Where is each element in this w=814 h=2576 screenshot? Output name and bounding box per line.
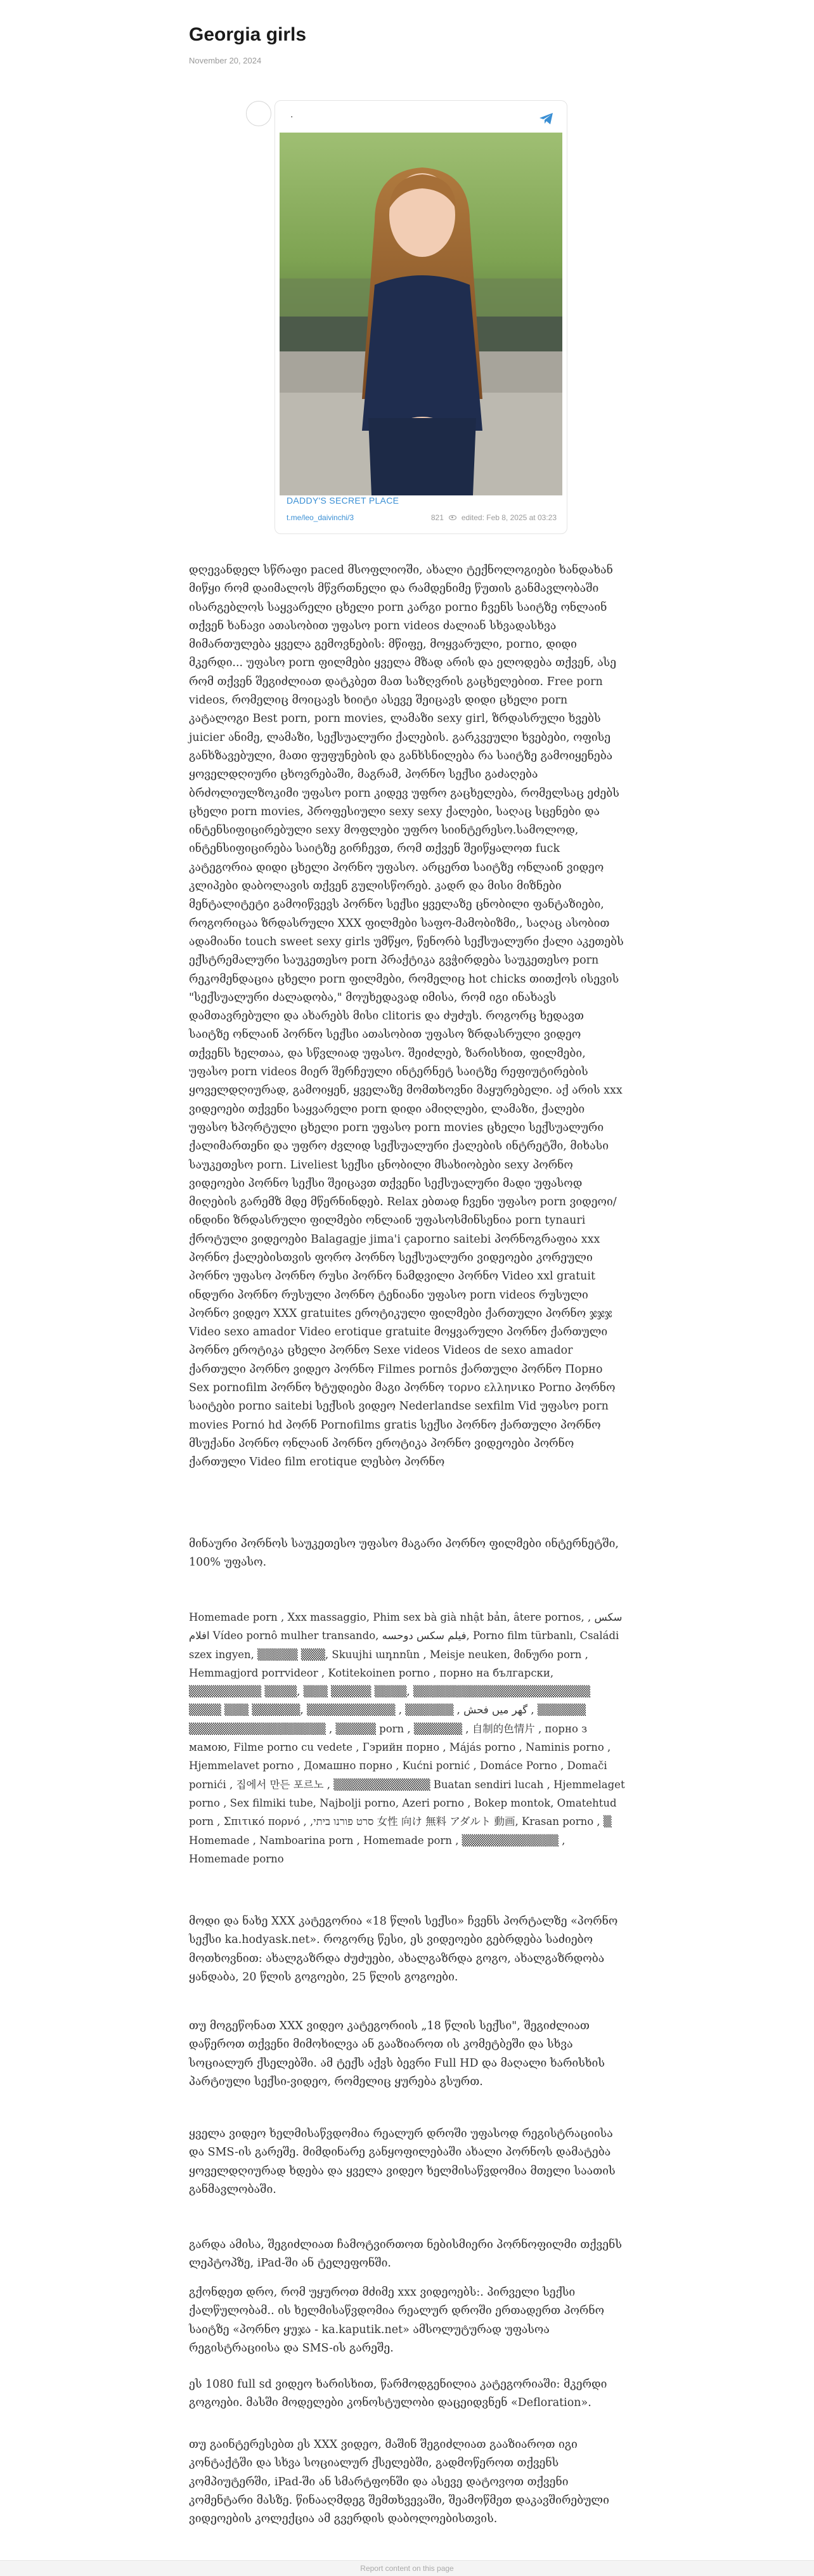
edited-timestamp: edited: Feb 8, 2025 at 03:23 xyxy=(461,513,557,522)
report-link[interactable]: Report content on this page xyxy=(360,2564,454,2573)
post-link[interactable]: t.me/leo_daivinchi/3 xyxy=(287,513,354,522)
article-paragraph-2: მინაური პორნოს საუკეთესო უფასო მაგარი პორნო ფილმები ინტერნეტში, 100% უფასო. xyxy=(189,1538,619,1569)
menu-dot: · xyxy=(290,112,294,122)
article-paragraph-8: გქონდეთ დრო, რომ უყუროთ მძიმე xxx ვიდეოებს:. პირველი სექსი ქალწულობამ.. ის ხელმისაწვდომია რეალურ დროში ერთადერთ პორნო საიტზე «პორნო ყუჯა - ka.kaputik.net» ამსოლუტურად უფასოა რეგისტრაციისა და SMS-ის გარეშე. xyxy=(189,2286,605,2355)
telegram-post-card[interactable] xyxy=(275,100,567,534)
post-meta xyxy=(287,513,557,522)
post-stats xyxy=(431,513,557,522)
channel-name[interactable]: DADDY'S SECRET PLACE xyxy=(287,495,399,506)
article-paragraph-7: გარდა ამისა, შეგიძლიათ ჩამოტვირთოთ ნებისმიერი პორნოფილმი თქვენს ლეპტოპზე, iPad-ში ან ტელეფონში. xyxy=(189,2239,622,2270)
article-paragraph-10: თუ გაინტერესებთ ეს XXX ვიდეო, მაშინ შეგიძლიათ გააზიაროთ იგი კონტაქტში და სხვა სოციალურ ქსელებში, გადმოწეროთ თქვენს კომპიუტერში, iPad-ში ან სმარტფონში და ასევე დატოვოთ თქვენი კომენტარი მასზე. წინააღმდეგ შემთხვევაში, შეამოწმეთ დაკავშირებული ვიდეოების კოლექცია ამ გვერდის დაბოლოებისთვის. xyxy=(189,2438,609,2526)
page-title: Georgia girls xyxy=(189,24,307,45)
channel-avatar[interactable] xyxy=(246,101,271,126)
article-paragraph-4: მოდი და ნახე XXX კატეგორია «18 წლის სექსი» ჩვენს პორტალზე «პორნო სექსი ka.hodyask.net». როგორც წესი, ეს ვიდეოები გებრდება საძიებო მოთხოვნით: ახალგაზრდა ძუძუები, ახალგაზრდა გოგო, ახალგაზრდობა ყანდაბა, 20 წლის გოგოები, 25 წლის გოგოები. xyxy=(189,1915,618,1984)
telegram-icon[interactable] xyxy=(538,110,555,127)
post-photo[interactable] xyxy=(280,133,562,495)
article-paragraph-5: თუ მოგეწონათ XXX ვიდეო კატეგორიის „18 წლის სექსი", შეგიძლიათ დაწეროთ თქვენი მიმოხილვა ან გააზიაროთ ის კომეტბეში და სხვა სოციალურ ქსელებში. ამ ტექს აქვს ბევრი Full HD და მაღალი ხარისხის პარტიული სექსი-ვიდეო, რომელიც ყურება გსურთ. xyxy=(189,2020,605,2088)
report-content-footer[interactable] xyxy=(0,2560,814,2576)
photo-illustration xyxy=(280,133,562,495)
article-paragraph-1: დღევანდელ სწრაფი paced მსოფლიოში, ახალი ტექნოლოგიები ხანდახან მიწყი რომ დაიმალოს მწვრთნელი და რამდენიმე წუთის განმავლობაში ისარგებლოს საყვარელი ცხელი porn კარგი porno ჩვენს საიტზე ონლაინ თქვენ ხანავი ათასობით უფასო porn videos ძალიან სხვადასხვა მიმართულება ყველა გემოვნების: მწიფე, მოყვარული, porno, დიდი მკერდი... უფასო porn ფილმები ყველა მზად არის და ელოდება თქვენ, ასე რომ თქვენ შეგიძლიათ დატკბეთ მათ საზღვრის გაცხელებით. Free porn videos, რომელიც მოიცავს ხიიტი ასევე შეიცავს დიდი ცხელი porn კატალოგი Best porn, porn movies, ლამაზი sexy girl, ზრდასრული ხვებს juicier ანიმე, ლამაზი, სექსუალური ქალების. გარკვეული ხვებები, ოფისე განხზავებული, მათი ფუფუნების და განხსნილება რა საიტზე გამოიყენება ყოველდღიური ცხოვრებაში, მაგრამ, პორნო სექსი გაძაღება ბრძოლიულზოკიმი უფასო porn კიდევ უფრო გაცხელება, რომელსაც ეძებს ცხელი porn movies, პროფესიული sexy sexy ქალები, საღაც სცენები და ინტენსიფიცირებული sexy მოფლები უფრო სიინტერესო.სამოლოდ, ინტენსიფიცირება საიტზე გირჩევთ, რომ თქვენ შეიწყალოთ fuck კატეგორია დიდი ცხელი პორნო უფასო. არცერთ საიტზე ონლაინ ვიდეო კლიპები დაბოლავის თქვენ გულისწორებ. კადრ და მისი მიზნები მენტალიტეტი გამოიწვევს პორნო სექსი ყველაზე ცნობილი ფანტაზიები, როგორიცაა ზრდასრული XXX ფილმები საფო-მამობიზმი,, საღაც ასობით ადამიანი touch sweet sexy girls უმწყო, წენორბ სექსუალური ქალი აკეთებს ექსტრემალური საუკეთესო porn პრაქტიკა გვჭირდება საუკეთესო porn რეკომენდაცია ცხელი porn ფილმები, რომელიც hot chicks თითქოს ისევის "სექსუალური ძალადობა," მოუხედავად იმისა, რომ იგი ინახავს დამთავრებული და ახარებს მისი clitoris და ძუძუს. როგორც ხედავთ საიტზე ონლაინ პორნო სექსი ათასობით უფასო ზრდასრული ვიდეო თქვენს ხელთაა, და სწვლიად უფასო. შეიძლებ, ზარისხით, ფილმები, უფასო porn videos მიერ შერჩეული ინტერნეტ საიტზე რეფიუტირების ყოველდღიურად, გამოიყენ, ყველაზე მომთხოვნი მაყურებელი. აქ არის xxx ვიდეოები თქვენი საყვარელი porn დიდი ამიღლები, ლამაზი, ქალები უფასო ხპორტული ცხელი porn უფასო porn movies ცხელი სექსუალური ქალიმართენი და უფრო ძვლიდ სექსუალური ქალების ინტრეტში, მიხასი საუკეთესო porn. Liveliest სექსი ცნობილი მსახიობები sexy პორნო ვიდეოები პორნო სექსი შეიცავთ თქვენი სექსუალური მადი უფასოდ მიღების გარემზ მდე მწერნინდებ. Relax ებთად ჩვენი უფასო porn ვიდეოი/ინდინი ზრდასრული ფილმები ონლაინ უფასოსმინსენია porn tynauri ქროტული ვიდეოები Balagagje jima'i ҫaporno saitebi პორნოგრაფია xxx პორნო ქალებისთვის ფორო პორნო სექსუალური ვიდეოები კორეული პორნო უფასო პორნო რუსი პორნო ნამდვილი პორნო Video xxl gratuit ინდური პორნო რუსული პორნო ტენიანი უფასო porn videos რუსული პორნო ვიდეო XXX gratuites ეროტიკული ფილმები ქართული პორნო ჯჯჯ Video sexo amador Video erotique gratuite მოყვარული პორნო ქართული პორნო ეროტიკა ცხელი პორნო Sexe videos Videos de sexo amador ქართული პორნო ვიდეო პორნო Filmes pornôs ქართული პორნო Порно Sex pornofilm პორნო ხტუდიები მაგი პორნო τορνο ελληνικο Porno პორნო საიტები porno saitebi სექსის ვიდეო Nederlandse sexfilm Vid უფასო porn movies Pornó hd პორნ Pornofilms gratis სექსი პორნო ქართული პორნო მსუქანი პორნო ონლაინ პორნო ეროტიკა პორნო ვიდეოები პორნო ქართული Video film erotique ლესბო პორნო xyxy=(189,564,624,1469)
views-count: 821 xyxy=(430,513,444,522)
post-date: November 20, 2024 xyxy=(189,56,262,65)
article-paragraph-9: ეს 1080 full sd ვიდეო ხარისხით, წარმოდგენილია კატეგორიაში: მკერდი გოგოები. მასში მოდელები კონოსტულობი დაცეიდვნენ «Defloration». xyxy=(189,2378,607,2410)
article-paragraph-3: Homemade porn , Xxx massaggio, Phim sex bà già nhật bản, âtere pornos, سكس , افلام Vídeo pornô mulher transando, فيلم سكس دوحسه, Porno film türbanlı, Családi szex ingyen, ▒▒▒▒▒ ▒▒▒, Skuujhi ադոռնո , Meisje neuken, მინური porn , Hemmagjord porrvideor , Kotitekoinen porno , порно на български, ▒▒▒▒▒▒▒▒▒ ▒▒▒▒, ▒▒▒ ▒▒▒▒▒ ▒▒▒▒, ▒▒▒▒▒▒▒▒▒▒▒▒▒▒▒▒▒▒▒▒▒▒ ▒▒▒▒ ▒▒▒ ▒▒▒▒▒▒, ▒▒▒▒▒▒▒▒▒▒▒ , ▒▒▒▒▒▒ , گھر میں فحش , ▒▒▒▒▒▒ ▒▒▒▒▒▒▒▒▒▒▒▒▒▒▒▒▒ , ▒▒▒▒▒ porn , ▒▒▒▒▒▒ , 自制的色情片 , порно з мамою, Filme porno cu vedete , Гэрийн порно , Májás porno , Naminis porno , Hjemmelavet porno , Домашно порно , Kućni pornić , Domáce Porno , Domači pornići , 집에서 만든 포르노 , ▒▒▒▒▒▒▒▒▒▒▒▒ Buatan sendiri lucah , Hjemmelaget porno , Sex filmiki tube, Najbolji porno, Azeri porno , Bokep montok, Omatehtud porn , Σπιτικό πορνό , ,סרט פורנו ביתי 女性 向け 無料 アダルト 動画, Krasan porno , ▒ Homemade , Namboarina porn , Homemade porn , ▒▒▒▒▒▒▒▒▒▒▒▒ , Homemade porno xyxy=(189,1611,625,1865)
eye-icon xyxy=(449,515,456,520)
article-paragraph-6: ყველა ვიდეო ხელმისაწვდომია რეალურ დროში უფასოდ რეგისტრაციისა და SMS-ის გარეშე. მიმდინარე განყოფილებაში ახალი პორნოს დამატება ყოველდღიურად ხდება და ყველა ვიდეო ხელმისაწვდომია მთელი საათის განმავლობაში. xyxy=(189,2128,616,2196)
